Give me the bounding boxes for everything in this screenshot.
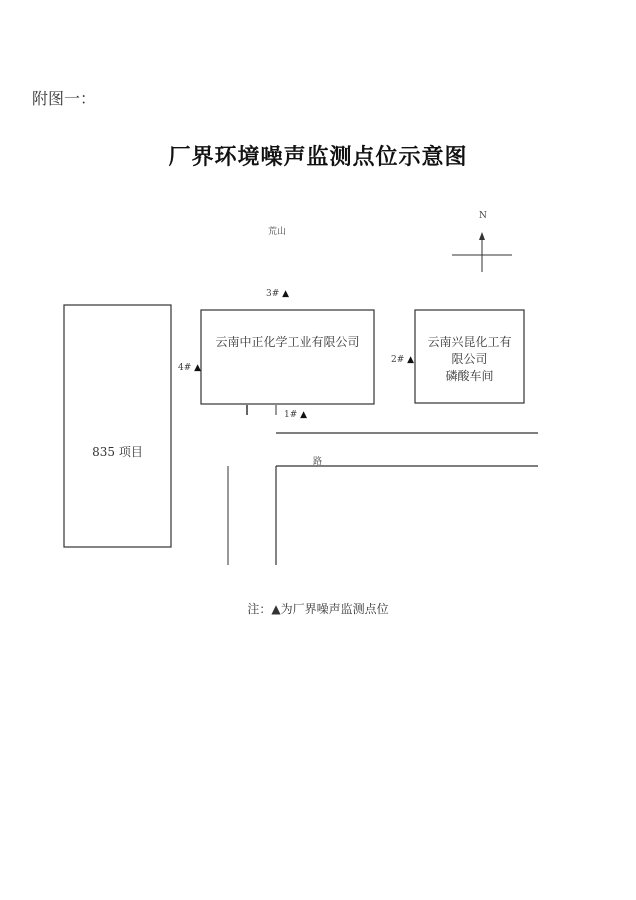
monitor-point-1: [284, 410, 307, 420]
triangle-marker-icon: ▲: [300, 410, 308, 420]
zhongzheng-factory-outline: [201, 310, 374, 404]
xingkun-factory-label: [415, 334, 524, 385]
project-835-outline: [64, 305, 171, 547]
triangle-marker-icon: ▲: [407, 355, 415, 365]
monitor-point-4-label: 4#: [178, 363, 192, 373]
compass-arrow-icon: [479, 232, 485, 240]
xingkun-label-line3: 磷酸车间: [445, 369, 494, 383]
xingkun-label-line1: 云南兴昆化工有: [427, 335, 512, 349]
appendix-label: 附图一：: [32, 89, 97, 108]
wasteland-label: 荒山: [268, 227, 287, 237]
zhongzheng-factory-label: 云南中正化学工业有限公司: [215, 335, 360, 349]
monitor-point-1-label: 1#: [284, 410, 298, 420]
monitor-point-2-label: 2#: [391, 355, 405, 365]
monitor-point-4: [178, 363, 201, 373]
monitor-point-2: [391, 355, 414, 365]
legend-note: 注：▲为厂界噪声监测点位: [247, 602, 389, 616]
triangle-marker-icon: ▲: [194, 363, 202, 373]
project-835-label: 835 项目: [92, 445, 143, 459]
road-label: 路: [313, 457, 323, 467]
monitor-point-3: [266, 289, 289, 299]
compass-north-label: N: [479, 211, 487, 221]
xingkun-label-line2: 限公司: [451, 352, 488, 366]
page-title: 厂界环境噪声监测点位示意图: [168, 144, 468, 170]
monitor-point-3-label: 3#: [266, 289, 280, 299]
triangle-marker-icon: ▲: [282, 289, 290, 299]
